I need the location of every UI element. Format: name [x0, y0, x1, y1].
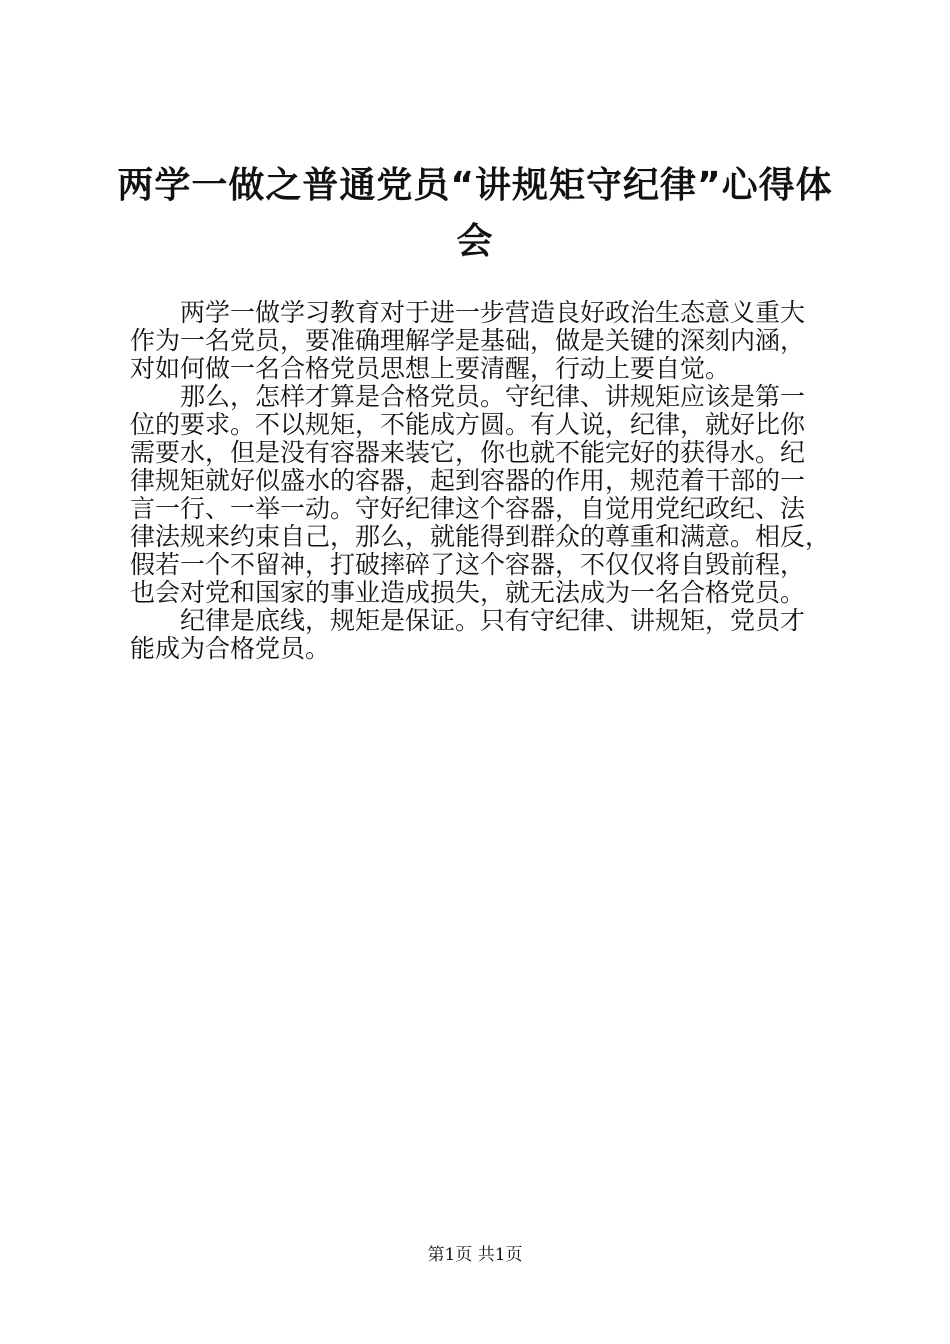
body-line: 对如何做一名合格党员思想上要清醒，行动上要自觉。 — [130, 354, 731, 383]
body-line: 律规矩就好似盛水的容器，起到容器的作用，规范着干部的一 — [130, 466, 806, 495]
body-line: 假若一个不留神，打破摔碎了这个容器，不仅仅将自毁前程， — [130, 550, 806, 579]
page-footer: 第1页 共1页 — [427, 1245, 523, 1265]
title-line: 两学一做之普通党员“讲规矩守纪律”心得体 — [117, 165, 833, 206]
document-body — [130, 299, 840, 663]
body-line: 那么，怎样才算是合格党员。守纪律、讲规矩应该是第一 — [180, 382, 806, 411]
body-line: 言一行、一举一动。守好纪律这个容器，自觉用党纪政纪、法 — [130, 494, 806, 523]
body-line: 位的要求。不以规矩，不能成方圆。有人说，纪律，就好比你 — [130, 410, 806, 439]
body-line: 需要水，但是没有容器来装它，你也就不能完好的获得水。纪 — [130, 438, 806, 467]
title-line: 会 — [456, 221, 494, 262]
body-line: 作为一名党员，要准确理解学是基础，做是关键的深刻内涵， — [130, 326, 806, 355]
body-line: 律法规来约束自己，那么，就能得到群众的尊重和满意。相反， — [130, 522, 831, 551]
body-line: 能成为合格党员。 — [130, 634, 331, 663]
body-line: 也会对党和国家的事业造成损失，就无法成为一名合格党员。 — [130, 578, 806, 607]
document-title — [110, 158, 840, 270]
body-line: 纪律是底线，规矩是保证。只有守纪律、讲规矩，党员才 — [180, 606, 806, 635]
body-line: 两学一做学习教育对于进一步营造良好政治生态意义重大 — [180, 298, 806, 327]
